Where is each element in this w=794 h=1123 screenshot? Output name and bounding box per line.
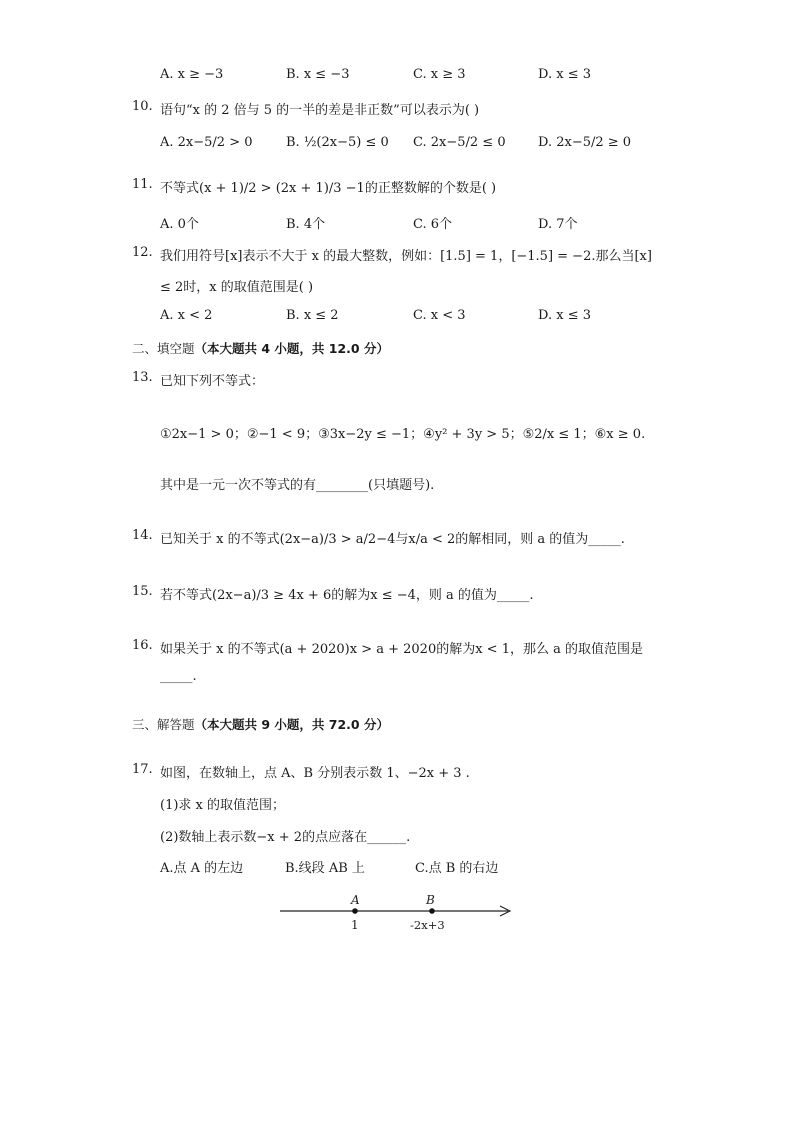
q10-options <box>160 135 680 155</box>
point-b-label: B <box>426 893 435 907</box>
section-fill-in-heading <box>132 339 389 357</box>
q9-option-a: A. x ≥ −3 <box>160 67 224 82</box>
q10-number: 10. <box>132 99 153 114</box>
q11-number: 11. <box>132 177 153 192</box>
q9-options <box>160 67 680 87</box>
q17-sub1: (1)求 x 的取值范围； <box>160 798 286 813</box>
q10-text: 语句“x 的 2 倍与 5 的一半的差是非正数”可以表示为( ) <box>160 103 480 118</box>
q11-option-a: A. 0个 <box>160 217 199 232</box>
q16-text-line1: 如果关于 x 的不等式(a + 2020)x > a + 2020的解为x < 1，那么 a 的取值范围是 <box>160 642 643 657</box>
number-line-figure <box>270 888 520 938</box>
q15-text: 若不等式(2x−a)/3 ≥ 4x + 6的解为x ≤ −4，则 a 的值为_____. <box>160 588 534 603</box>
q14-number: 14. <box>132 528 153 543</box>
q11-option-d: D. 7个 <box>538 217 578 232</box>
q10-option-c: C. 2x−5/2 ≤ 0 <box>413 135 506 150</box>
q12-option-b: B. x ≤ 2 <box>286 308 339 323</box>
q10-option-d: D. 2x−5/2 ≥ 0 <box>538 135 632 150</box>
q9-option-d: D. x ≤ 3 <box>538 67 591 82</box>
q12-options <box>160 308 680 328</box>
q15-number: 15. <box>132 584 153 599</box>
q12-text-line2: ≤ 2时，x 的取值范围是( ) <box>160 280 314 295</box>
point-b-dot <box>429 908 435 914</box>
q12-option-c: C. x < 3 <box>413 308 466 323</box>
section-answer-heading <box>132 715 389 733</box>
q12-option-a: A. x < 2 <box>160 308 213 323</box>
section2-label: 二、填空题 <box>132 341 195 356</box>
q17-choice-c: C.点 B 的右边 <box>415 861 499 876</box>
section3-detail: （本大题共 9 小题，共 72.0 分） <box>194 717 389 732</box>
section2-detail: （本大题共 4 小题，共 12.0 分） <box>194 341 389 356</box>
point-a-dot <box>352 908 358 914</box>
q16-text-line2: _____. <box>160 669 197 684</box>
q11-options <box>160 213 680 233</box>
section3-label: 三、解答题 <box>132 717 195 732</box>
q17-sub2: (2)数轴上表示数−x + 2的点应落在______. <box>160 830 411 845</box>
point-a-value: 1 <box>351 918 359 932</box>
q17-text: 如图，在数轴上，点 A、B 分别表示数 1、−2x + 3 . <box>160 766 470 781</box>
q9-option-b: B. x ≤ −3 <box>286 67 350 82</box>
q11-text: 不等式(x + 1)/2 > (2x + 1)/3 −1的正整数解的个数是( ) <box>160 181 497 196</box>
q13-number: 13. <box>132 370 153 385</box>
q11-option-c: C. 6个 <box>413 217 453 232</box>
q12-text-line1: 我们用符号[x]表示不大于 x 的最大整数，例如：[1.5] = 1，[−1.5] = −2.那么当[x] <box>160 249 652 264</box>
q17-number: 17. <box>132 762 153 777</box>
q13-tail: 其中是一元一次不等式的有________(只填题号). <box>160 478 435 493</box>
q14-text: 已知关于 x 的不等式(2x−a)/3 > a/2−4与x/a < 2的解相同，则 a 的值为_____. <box>160 532 625 547</box>
q17-choice-b: B.线段 AB 上 <box>285 861 365 876</box>
q10-option-a: A. 2x−5/2 > 0 <box>160 135 253 150</box>
q13-text: 已知下列不等式： <box>160 374 265 389</box>
point-a-label: A <box>351 893 360 907</box>
point-b-value: -2x+3 <box>410 918 445 932</box>
q16-number: 16. <box>132 638 153 653</box>
q12-number: 12. <box>132 245 153 260</box>
q17-choice-a: A.点 A 的左边 <box>160 861 244 876</box>
q11-option-b: B. 4个 <box>286 217 326 232</box>
q9-option-c: C. x ≥ 3 <box>413 67 466 82</box>
q12-option-d: D. x ≤ 3 <box>538 308 591 323</box>
q10-option-b: B. ½(2x−5) ≤ 0 <box>286 135 389 150</box>
q13-inequality-list: ①2x−1 > 0；②−1 < 9；③3x−2y ≤ −1；④y² + 3y > 5；⑤2/x ≤ 1；⑥x ≥ 0. <box>160 427 646 442</box>
